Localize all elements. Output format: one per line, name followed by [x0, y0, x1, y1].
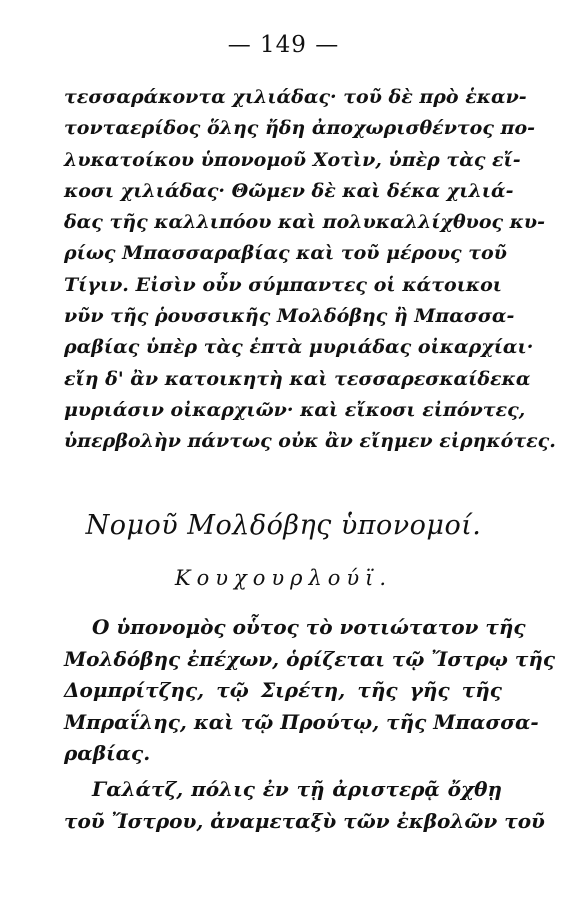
- text-line: Τίγιν. Εἰσὶν οὖν σύμπαντες οἱ κάτοικοι: [64, 273, 502, 296]
- text-line: Μπραΐλης, καὶ τῷ Προύτῳ, τῆς Μπασσα-: [64, 709, 539, 734]
- paragraph-1: [64, 82, 556, 458]
- text-line: Μολδόβης ἐπέχων, ὁρίζεται τῷ Ἴστρῳ τῆς: [64, 646, 556, 671]
- text-line: ὑπερβολὴν πάντως οὐκ ἂν εἴημεν εἰρηκότες.: [64, 430, 556, 453]
- subsection-title: Κουχουρλούϊ.: [174, 566, 393, 590]
- text-line: τονταερίδος ὅλης ἤδη ἀποχωρισθέντος πο-: [64, 117, 536, 140]
- text-line: λυκατοίκου ὑπονομοῦ Χοτὶν, ὑπὲρ τὰς εἴ-: [64, 148, 521, 171]
- text-line: τεσσαράκοντα χιλιάδας· τοῦ δὲ πρὸ ἑκαν-: [64, 86, 527, 108]
- text-line: Δομπρίτζης, τῷ Σιρέτη, τῆς γῆς τῆς: [64, 678, 502, 702]
- text-line: δας τῆς καλλιπόου καὶ πολυκαλλίχθυος κυ-: [64, 211, 545, 234]
- text-line: ραβίας ὑπὲρ τὰς ἑπτὰ μυριάδας οἰκαρχίαι·: [64, 336, 534, 359]
- text-line: νῦν τῆς ῥουσσικῆς Μολδόβης ἢ Μπασσα-: [64, 305, 515, 328]
- text-line: εἴη δ' ἂν κατοικητὴ καὶ τεσσαρεσκαίδεκα: [64, 367, 531, 390]
- text-line: ρίως Μπασσαραβίας καὶ τοῦ μέρους τοῦ: [64, 242, 507, 265]
- section-title: Νομοῦ Μολδόβης ὑπονομοί.: [85, 510, 482, 541]
- text-line: Γαλάτζ, πόλις ἐν τῇ ἀριστερᾷ ὄχθῃ: [92, 777, 502, 801]
- text-line: τοῦ Ἴστρου, ἀναμεταξὺ τῶν ἐκβολῶν τοῦ: [64, 808, 545, 833]
- text-line: Ο ὑπονομὸς οὗτος τὸ νοτιώτατον τῆς: [92, 615, 526, 639]
- text-line: μυριάσιν οἰκαρχιῶν· καὶ εἴκοσι εἰπόντες,: [64, 398, 526, 421]
- text-line: κοσι χιλιάδας· Θῶμεν δὲ καὶ δέκα χιλιά-: [64, 179, 514, 202]
- paragraph-3: [64, 774, 545, 837]
- paragraph-2: [64, 612, 556, 770]
- text-line: ραβίας.: [64, 741, 151, 765]
- page-number: — 149 —: [227, 32, 340, 58]
